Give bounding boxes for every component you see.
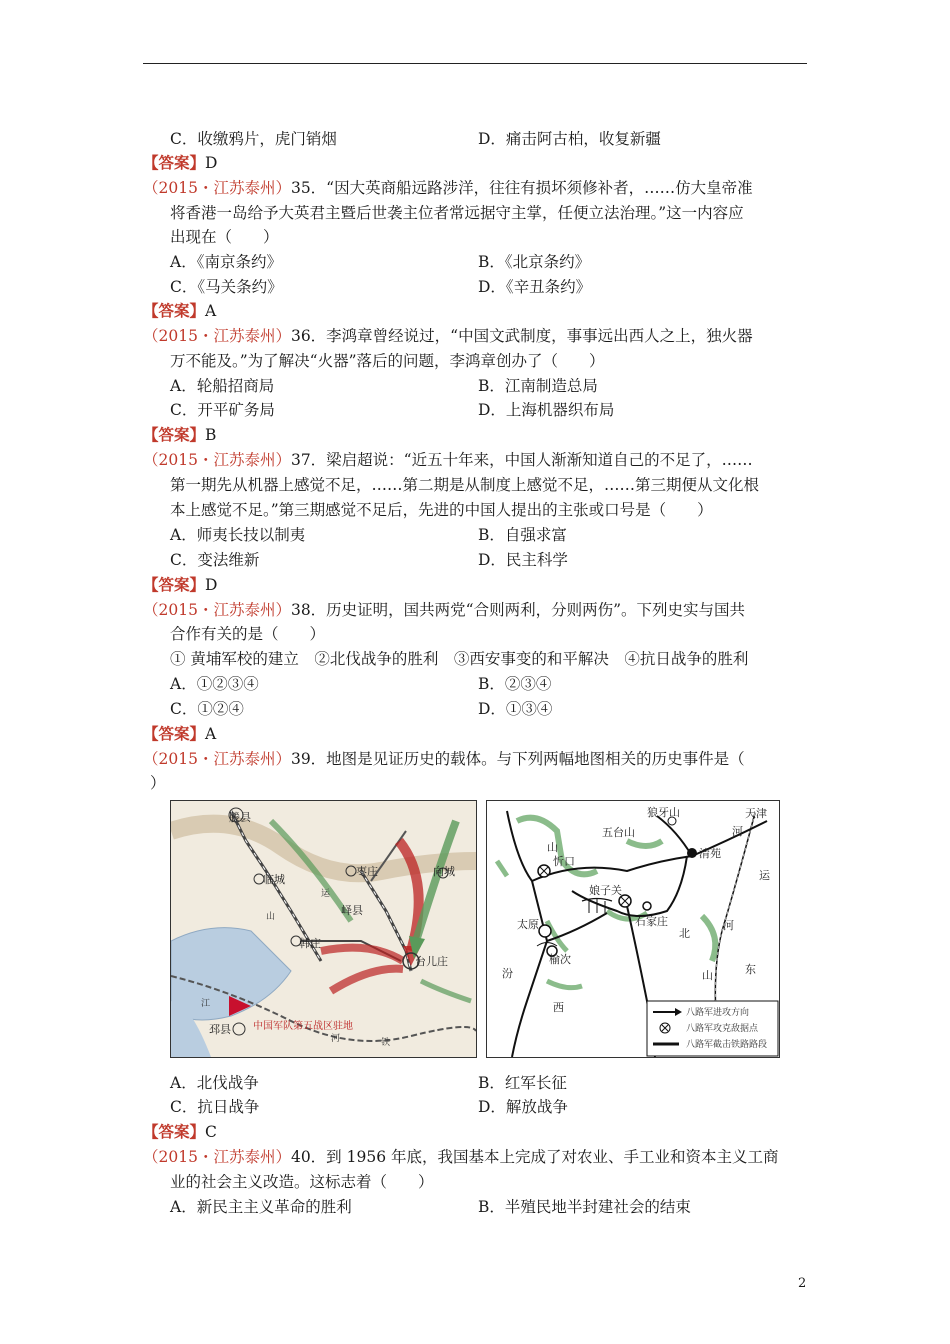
q35-answer (143, 301, 216, 321)
answer-label: 【答案】 (143, 301, 206, 320)
q36-line1 (143, 326, 753, 346)
map1-label: 河 (331, 1034, 341, 1044)
q38-line3: ① 黄埔军校的建立 ②北伐战争的胜利 ③西安事变的和平解决 ④抗日战争的胜利 (170, 650, 749, 668)
question-source: （2015・江苏泰州） (143, 179, 291, 197)
answer-value: C (205, 1123, 217, 1141)
q36-text1: 36．李鸿章曾经说过，“中国文武制度，事事远出西人之上，独火器 (290, 327, 753, 345)
q35-text1: 35．“因大英商船远路涉洋，往往有损坏须修补者，……仿大皇帝准 (290, 179, 753, 197)
q35-option-a: A．《南京条约》 (170, 253, 282, 271)
map1-legend: 中国军队第五战区驻地 (253, 1021, 353, 1032)
q36-answer (143, 425, 216, 445)
map1-label: 韩庄 (299, 937, 321, 950)
q40-option-b: B．半殖民地半封建社会的结束 (478, 1198, 691, 1216)
map2-label: 忻口 (553, 855, 575, 868)
q37-answer (143, 575, 217, 595)
q37-line3: 本上感觉不足。”第三期感觉不足后，先进的中国人提出的主张或口号是（ ） (170, 501, 713, 519)
map2-label: 河 (723, 919, 734, 932)
map1-label: 山 (266, 912, 276, 922)
q38-option-a: A．①②③④ (170, 675, 259, 693)
answer-label: 【答案】 (143, 153, 206, 172)
q38-line1 (143, 600, 745, 620)
map1-label: 临城 (263, 873, 285, 886)
q38-line2: 合作有关的是（ ） (170, 625, 326, 643)
map-taierzhuang (170, 800, 477, 1058)
q37-option-c: C．变法维新 (170, 551, 260, 569)
map1-label: 枣庄 (356, 865, 378, 878)
q35-option-d: D．《辛丑条约》 (478, 278, 592, 296)
map1-label: 江 (201, 999, 211, 1009)
q39-answer (143, 1122, 217, 1142)
map-north-china-drawing (487, 801, 779, 1057)
q36-line2: 万不能及。”为了解决“火器”落后的问题，李鸿章创办了（ ） (170, 352, 605, 370)
map2-label: 河 (732, 825, 743, 838)
q39-option-c: C．抗日战争 (170, 1098, 260, 1116)
answer-value: A (205, 725, 217, 743)
q40-line1 (143, 1147, 778, 1167)
map2-label: 山 (547, 841, 558, 854)
answer-label: 【答案】 (143, 425, 206, 444)
q35-option-b: B．《北京条约》 (478, 253, 591, 271)
map1-label: 铁 (381, 1038, 391, 1048)
map2-legend-item: 八路军攻克敌据点 (686, 1024, 759, 1034)
question-source: （2015・江苏泰州） (143, 1148, 291, 1166)
page-number: 2 (798, 1276, 807, 1291)
q39-option-b: B．红军长征 (478, 1074, 567, 1092)
answer-label: 【答案】 (143, 724, 206, 743)
map2-label: 西 (553, 1001, 564, 1014)
question-source: （2015・江苏泰州） (143, 601, 291, 619)
map2-label: 天津 (745, 807, 767, 820)
q34-answer (143, 153, 217, 173)
map1-label: 滕县 (229, 811, 251, 824)
q38-option-b: B．②③④ (478, 675, 552, 693)
q39-option-d: D．解放战争 (478, 1098, 568, 1116)
q34-option-d: D．痛击阿古柏，收复新疆 (478, 130, 661, 148)
map2-label: 娘子关 (589, 884, 622, 897)
q38-option-c: C．①②④ (170, 700, 244, 718)
map-north-china (486, 800, 780, 1058)
map2-label: 太原 (517, 918, 539, 931)
q37-option-a: A．师夷长技以制夷 (170, 526, 306, 544)
answer-value: A (205, 302, 217, 320)
map2-legend-item: 八路军进攻方向 (686, 1008, 750, 1018)
map2-label: 山 (702, 969, 713, 982)
question-source: （2015・江苏泰州） (143, 750, 291, 768)
map2-label: 北 (679, 927, 690, 940)
answer-label: 【答案】 (143, 575, 206, 594)
map2-label: 榆次 (549, 953, 571, 966)
q39-line1 (143, 749, 745, 769)
q35-line3: 出现在（ ） (170, 228, 279, 246)
map2-label: 运 (759, 869, 770, 882)
answer-value: D (205, 154, 218, 172)
header-rule (143, 63, 807, 64)
q35-option-c: C．《马关条约》 (170, 278, 283, 296)
q38-answer (143, 724, 216, 744)
q38-option-d: D．①③④ (478, 700, 553, 718)
q37-option-b: B．自强求富 (478, 526, 567, 544)
q36-option-d: D．上海机器织布局 (478, 401, 615, 419)
map2-label: 狼牙山 (647, 806, 680, 819)
map2-label: 五台山 (602, 826, 635, 839)
q34-option-c: C．收缴鸦片，虎门销烟 (170, 130, 337, 148)
answer-label: 【答案】 (143, 1122, 206, 1141)
q40-option-a: A．新民主主义革命的胜利 (170, 1198, 352, 1216)
map2-label: 东 (745, 963, 756, 976)
map1-label: 峄县 (341, 904, 363, 917)
map1-city: 邳县 (209, 1023, 231, 1036)
q36-option-a: A．轮船招商局 (170, 377, 275, 395)
q35-line2: 将香港一岛给予大英君主暨后世袭主位者常远据守主掌，任便立法治理。”这一内容应 (170, 204, 744, 222)
q37-line2: 第一期先从机器上感觉不足，……第二期是从制度上感觉不足，……第三期便从文化根 (170, 476, 760, 494)
answer-value: B (205, 426, 217, 444)
map2-legend-item: 八路军截击铁路路段 (686, 1040, 768, 1050)
q37-text1: 37．梁启超说：“近五十年来，中国人渐渐知道自己的不足了，…… (290, 451, 753, 469)
q36-option-b: B．江南制造总局 (478, 377, 598, 395)
map1-label: 向城 (433, 865, 455, 878)
map1-label: 运 (321, 889, 331, 899)
q37-line1 (143, 450, 753, 470)
q39-option-a: A．北伐战争 (170, 1074, 259, 1092)
q37-option-d: D．民主科学 (478, 551, 568, 569)
q39-text1: 39．地图是见证历史的载体。与下列两幅地图相关的历史事件是（ (290, 750, 745, 768)
question-source: （2015・江苏泰州） (143, 451, 291, 469)
q39-line2: ） (150, 774, 166, 792)
q40-line2: 业的社会主义改造。这标志着（ ） (170, 1173, 434, 1191)
q38-text1: 38．历史证明，国共两党“合则两利，分则两伤”。下列史实与国共 (290, 601, 746, 619)
map2-label: 汾 (502, 967, 513, 980)
q35-line1 (143, 178, 753, 198)
q40-text1: 40．到 1956 年底，我国基本上完成了对农业、手工业和资本主义工商 (290, 1148, 779, 1166)
map2-label: 石家庄 (635, 915, 668, 928)
question-source: （2015・江苏泰州） (143, 327, 291, 345)
map1-label: 台儿庄 (415, 955, 448, 968)
map-taierzhuang-drawing (171, 801, 476, 1057)
map2-label: 清苑 (699, 847, 721, 860)
q36-option-c: C．开平矿务局 (170, 401, 275, 419)
answer-value: D (205, 576, 218, 594)
